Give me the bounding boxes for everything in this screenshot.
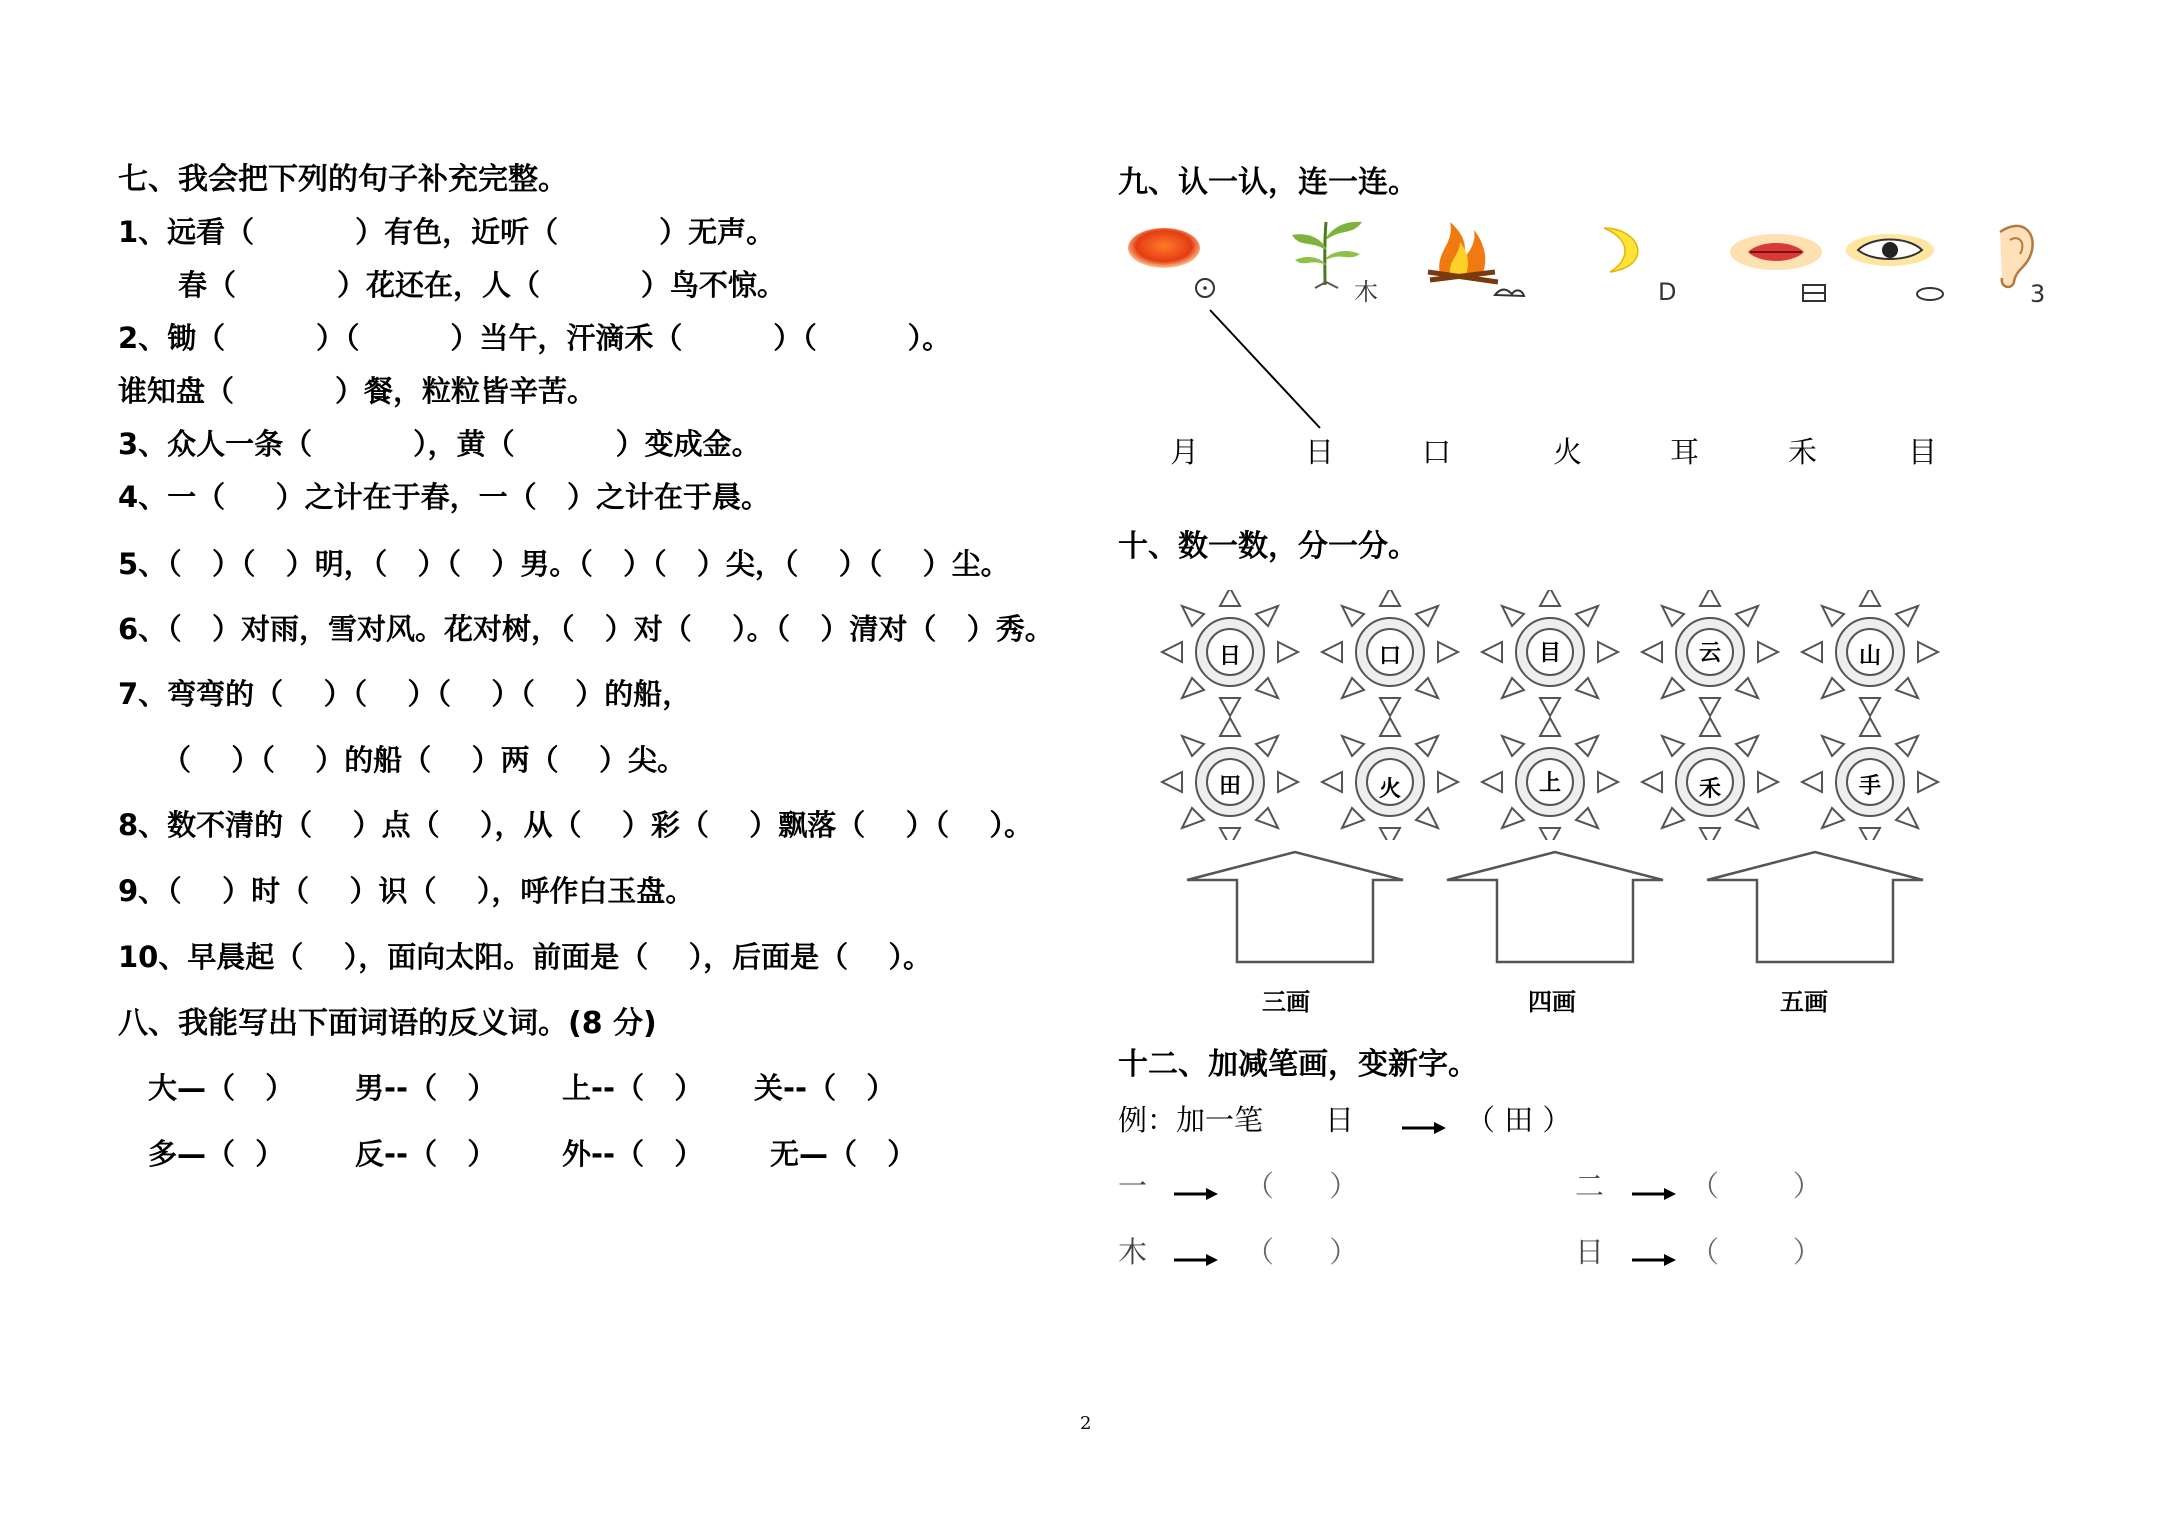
antonym-7: 外--（ ） bbox=[562, 1137, 704, 1171]
svg-text:3: 3 bbox=[2030, 280, 2046, 308]
fire-icon bbox=[1428, 222, 1524, 296]
bin-arrow bbox=[1187, 852, 1403, 962]
s7-line-11: 8、数不清的（ ）点（ ），从（ ）彩（ ）飘落（ ）（ ）。 bbox=[118, 808, 1033, 842]
sun-char: 上 bbox=[1539, 770, 1562, 796]
arrow-right-icon bbox=[1172, 1184, 1222, 1204]
stroke-item-char: 日 bbox=[1575, 1235, 1605, 1269]
s7-line-13: 10、早晨起（ ），面向太阳。前面是（ ），后面是（ ）。 bbox=[118, 940, 933, 974]
antonym-3: 上--（ ） bbox=[562, 1071, 704, 1105]
stroke-item-char: 一 bbox=[1118, 1169, 1148, 1203]
mouth-icon bbox=[1730, 234, 1825, 301]
match-char-6: 禾 bbox=[1788, 435, 1818, 469]
bin-arrow bbox=[1707, 852, 1923, 962]
antonym-2: 男--（ ） bbox=[355, 1071, 497, 1105]
sun-char: 山 bbox=[1859, 643, 1882, 669]
svg-text:D: D bbox=[1658, 278, 1677, 306]
section9-title: 九、认一认，连一连。 bbox=[1118, 165, 1418, 200]
stroke-item-blank: （ ） bbox=[1245, 1169, 1359, 1203]
ear-icon bbox=[2000, 226, 2045, 308]
section10-title: 十、数一数，分一分。 bbox=[1118, 529, 1418, 564]
arrow-right-icon bbox=[1630, 1250, 1680, 1270]
sun-char: 目 bbox=[1539, 640, 1562, 666]
arrow-right-icon bbox=[1400, 1118, 1450, 1138]
sun-char: 手 bbox=[1859, 773, 1882, 799]
antonym-8: 无—（ ） bbox=[770, 1137, 917, 1171]
stroke-item-char: 二 bbox=[1575, 1169, 1605, 1203]
stroke-item-blank: （ ） bbox=[1690, 1235, 1822, 1269]
s7-line-6: 4、一（ ）之计在于春，一（ ）之计在于晨。 bbox=[118, 480, 770, 514]
antonym-5: 多—（ ） bbox=[148, 1137, 285, 1171]
sun-char: 日 bbox=[1219, 643, 1242, 669]
bin-label-4: 四画 bbox=[1528, 987, 1576, 1016]
antonym-1: 大—（ ） bbox=[148, 1071, 295, 1105]
sun-char: 火 bbox=[1379, 776, 1402, 802]
match-char-2: 日 bbox=[1305, 435, 1335, 469]
s7-line-9: 7、弯弯的（ ）（ ）（ ）（ ）的船， bbox=[118, 677, 692, 711]
s7-line-2: 春（ ）花还在，人（ ）鸟不惊。 bbox=[178, 268, 786, 302]
bin-label-5: 五画 bbox=[1780, 987, 1828, 1016]
arrow-right-icon bbox=[1172, 1250, 1222, 1270]
sun-icon bbox=[1128, 228, 1214, 297]
s7-line-12: 9、（ ）时（ ）识（ ），呼作白玉盘。 bbox=[118, 874, 695, 908]
sprout-icon bbox=[1292, 222, 1378, 306]
s7-line-7: 5、（ ）（ ）明，（ ）（ ）男。（ ）（ ）尖，（ ）（ ）尘。 bbox=[118, 547, 1010, 581]
sun-char: 口 bbox=[1379, 643, 1402, 669]
arrow-right-icon bbox=[1630, 1184, 1680, 1204]
s7-line-4: 谁知盘（ ）餐，粒粒皆辛苦。 bbox=[118, 374, 596, 408]
match-char-1: 月 bbox=[1170, 435, 1200, 469]
moon-icon bbox=[1604, 228, 1676, 306]
section8-title: 八、我能写出下面词语的反义词。(8 分) bbox=[118, 1006, 657, 1041]
match-char-7: 目 bbox=[1908, 435, 1938, 469]
match-char-4: 火 bbox=[1553, 435, 1583, 469]
s7-line-10: （ ）（ ）的船（ ）两（ ）尖。 bbox=[162, 743, 687, 777]
s7-line-8: 6、（ ）对雨，雪对风。花对树，（ ）对（ ）。（ ）清对（ ）秀。 bbox=[118, 612, 1054, 646]
section7-title: 七、我会把下列的句子补充完整。 bbox=[118, 162, 568, 197]
match-char-5: 耳 bbox=[1670, 435, 1700, 469]
s7-line-1: 1、远看（ ）有色，近听（ ）无声。 bbox=[118, 215, 776, 249]
bin-arrow bbox=[1447, 852, 1663, 962]
page-number: 2 bbox=[1080, 1413, 1092, 1434]
svg-text:木: 木 bbox=[1354, 278, 1378, 306]
sun-char: 云 bbox=[1699, 640, 1722, 666]
match-char-3: 口 bbox=[1422, 435, 1452, 469]
stroke-item-blank: （ ） bbox=[1690, 1169, 1822, 1203]
stroke-item-char: 木 bbox=[1118, 1235, 1148, 1269]
sun-char: 禾 bbox=[1699, 776, 1722, 802]
section12-title: 十二、加减笔画，变新字。 bbox=[1118, 1047, 1478, 1082]
example-answer: （ 田 ） bbox=[1466, 1103, 1572, 1137]
example-char: 日 bbox=[1325, 1103, 1355, 1137]
eye-icon bbox=[1846, 234, 1943, 300]
bin-arrows bbox=[1185, 850, 1955, 970]
example-prefix: 例：加一笔 bbox=[1118, 1103, 1264, 1137]
sun-char: 田 bbox=[1219, 773, 1242, 799]
antonym-4: 关--（ ） bbox=[754, 1071, 896, 1105]
s7-line-5: 3、众人一条（ ），黄（ ）变成金。 bbox=[118, 427, 761, 461]
stroke-item-blank: （ ） bbox=[1245, 1235, 1359, 1269]
antonym-6: 反--（ ） bbox=[355, 1137, 497, 1171]
bin-label-3: 三画 bbox=[1262, 987, 1310, 1016]
s7-line-3: 2、锄（ ）（ ）当午，汗滴禾（ ）（ ）。 bbox=[118, 321, 952, 355]
sun-grid bbox=[1150, 590, 1950, 840]
